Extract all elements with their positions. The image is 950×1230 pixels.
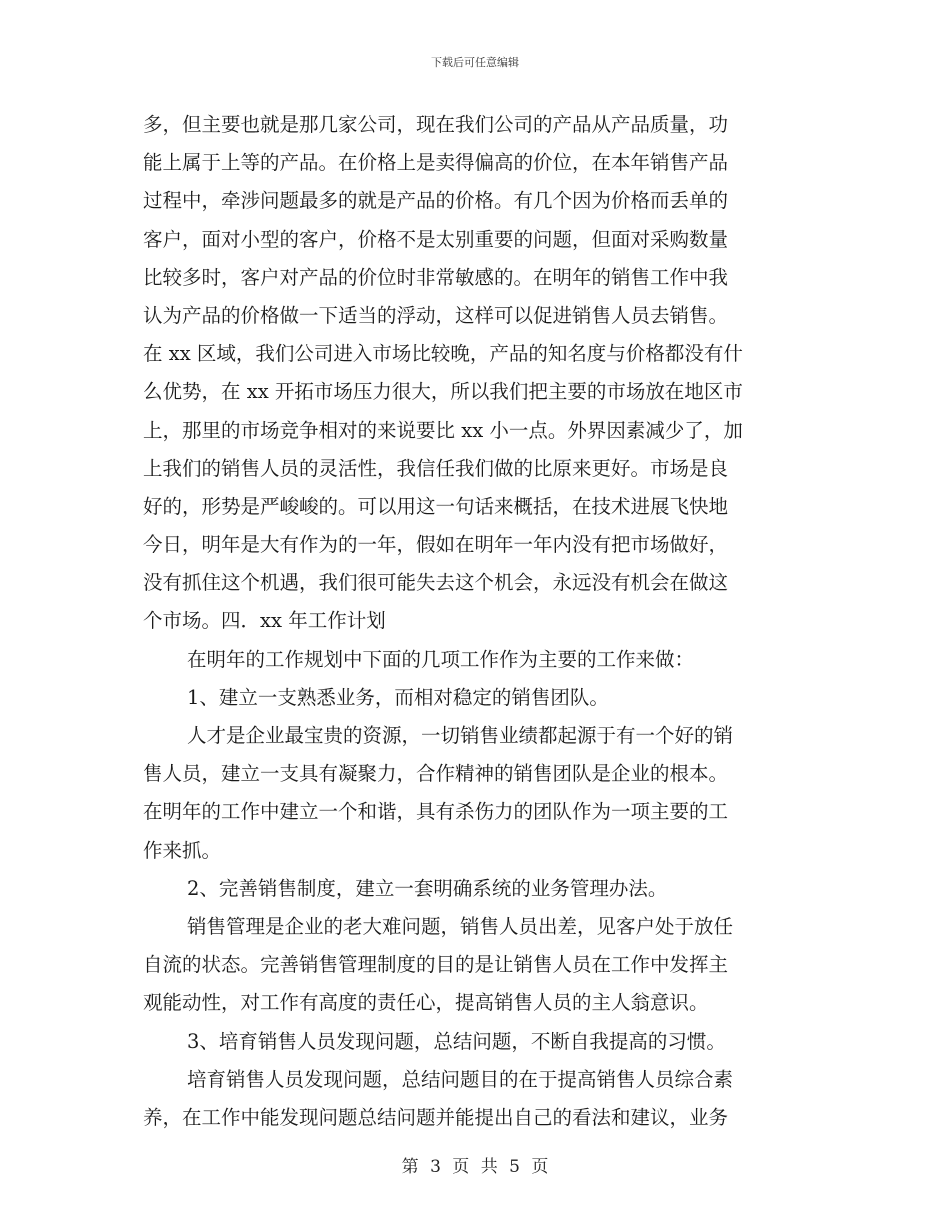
text-line: 么优势，在 xx 开拓市场压力很大，所以我们把主要的市场放在地区市 [143, 380, 743, 404]
text-line: 观能动性，对工作有高度的责任心，提高销售人员的主人翁意识。 [143, 991, 709, 1015]
text-line: 养，在工作中能发现问题总结问题并能提出自己的看法和建议，业务 [143, 1105, 729, 1129]
text-line: 能上属于上等的产品。在价格上是卖得偏高的价位，在本年销售产品 [143, 151, 729, 175]
text-line: 个市场。四．xx 年工作计划 [143, 609, 386, 633]
text-line: 上我们的销售人员的灵活性，我信任我们做的比原来更好。市场是良 [143, 456, 729, 480]
text-line: 2、完善销售制度，建立一套明确系统的业务管理办法。 [187, 876, 668, 900]
text-line: 销售管理是企业的老大难问题，销售人员出差，见客户处于放任 [187, 914, 734, 938]
text-line: 客户，面对小型的客户，价格不是太别重要的问题，但面对采购数量 [143, 227, 729, 251]
text-line: 作来抓。 [143, 838, 222, 862]
text-line: 培育销售人员发现问题，总结问题目的在于提高销售人员综合素 [187, 1067, 734, 1091]
text-line: 好的，形势是严峻峻的。可以用这一句话来概括，在技术进展飞快地 [143, 494, 729, 518]
text-line: 1、建立一支熟悉业务，而相对稳定的销售团队。 [187, 685, 609, 709]
text-line: 自流的状态。完善销售管理制度的目的是让销售人员在工作中发挥主 [143, 953, 729, 977]
text-line: 多，但主要也就是那几家公司，现在我们公司的产品从产品质量，功 [143, 113, 729, 136]
text-line: 过程中，牵涉问题最多的就是产品的价格。有几个因为价格而丢单的 [143, 189, 729, 213]
text-line: 3、培育销售人员发现问题，总结问题，不断自我提高的习惯。 [187, 1029, 726, 1053]
text-line: 在明年的工作中建立一个和谐，具有杀伤力的团队作为一项主要的工 [143, 800, 729, 824]
page-header: 下载后可任意编辑 [431, 56, 519, 69]
document-body [143, 106, 808, 1137]
text-line: 在 xx 区域，我们公司进入市场比较晚，产品的知名度与价格都没有什 [143, 342, 743, 366]
text-line: 比较多时，客户对产品的价位时非常敏感的。在明年的销售工作中我 [143, 265, 729, 289]
text-line: 今日，明年是大有作为的一年，假如在明年一年内没有把市场做好， [143, 533, 729, 557]
text-line: 在明年的工作规划中下面的几项工作作为主要的工作来做： [187, 647, 695, 671]
text-line: 售人员，建立一支具有凝聚力，合作精神的销售团队是企业的根本。 [143, 762, 729, 786]
text-line: 人才是企业最宝贵的资源，一切销售业绩都起源于有一个好的销 [187, 724, 734, 747]
text-line: 上，那里的市场竞争相对的来说要比 xx 小一点。外界因素减少了，加 [143, 418, 743, 442]
text-line: 没有抓住这个机遇，我们很可能失去这个机会，永远没有机会在做这 [143, 571, 729, 595]
text-line: 认为产品的价格做一下适当的浮动，这样可以促进销售人员去销售。 [143, 303, 729, 327]
page-footer: 第 3 页 共 5 页 [401, 1157, 549, 1177]
